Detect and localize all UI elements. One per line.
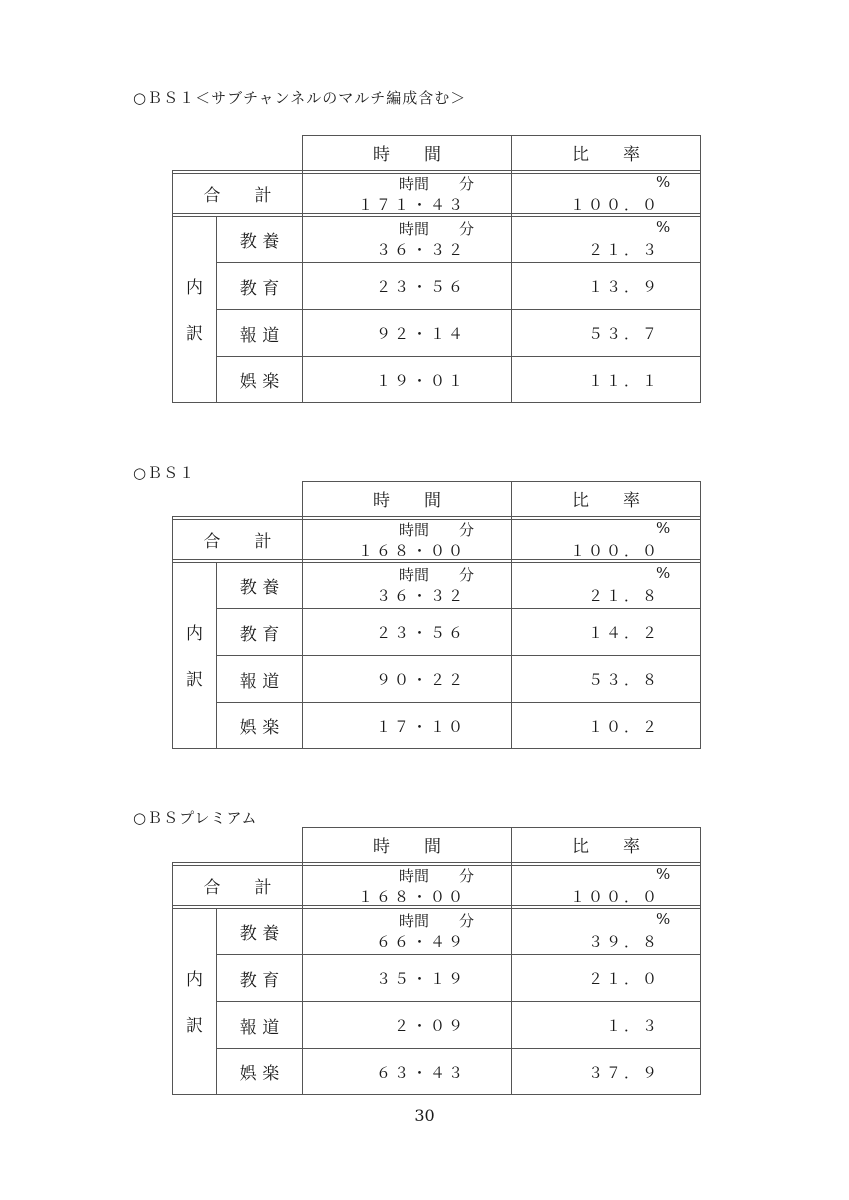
row-ratio-culture: ２１．８ [587,587,660,605]
row-label-news: 報 道 [239,671,280,692]
unit-time-label: 時間 分 [399,175,475,193]
row-unit-time: 時間 分 [399,566,475,584]
total-ratio-value: １００．０ [569,196,660,214]
column-header-ratio: 比 率 [572,837,640,857]
row-ratio-culture: ３９．８ [587,933,660,951]
total-time-value: １６８・００ [357,888,466,906]
row-time-education: ２３・５６ [375,278,466,296]
row-time-culture: ６６・４９ [375,933,466,951]
row-time-news: ９０・２２ [375,671,466,689]
row-label-news: 報 道 [239,1017,280,1038]
breakdown-label-bottom: 訳 [186,1015,203,1036]
row-ratio-news: ５３．７ [587,325,660,343]
row-ratio-education: １３．９ [587,278,660,296]
total-ratio-value: １００．０ [569,888,660,906]
breakdown-label-bottom: 訳 [186,669,203,690]
unit-percent-label: % [656,865,671,883]
column-header-ratio: 比 率 [572,491,640,511]
table-bs1 [172,481,701,749]
row-ratio-education: ２１．０ [587,970,660,988]
total-ratio-value: １００．０ [569,542,660,560]
row-time-entertainment: ６３・４３ [375,1064,466,1082]
column-header-time: 時 間 [373,837,441,857]
section-title-bs1-multi: ○ＢＳ１＜サブチャンネルのマルチ編成含む＞ [133,89,467,107]
unit-percent-label: % [656,173,671,191]
row-label-entertainment: 娯 楽 [239,372,280,392]
row-time-education: ３５・１９ [375,970,466,988]
row-time-news: ２・０９ [393,1017,466,1035]
table-bs1-multi [172,135,701,403]
row-ratio-entertainment: １１．１ [587,372,660,390]
row-label-culture: 教 養 [239,577,280,598]
row-ratio-entertainment: ３７．９ [587,1064,660,1082]
row-time-education: ２３・５６ [375,624,466,642]
row-label-education: 教 育 [239,624,280,645]
row-time-culture: ３６・３２ [375,241,466,259]
total-label: 合 計 [203,877,272,898]
table-bs-premium [172,827,701,1095]
total-time-value: １７１・４３ [357,196,466,214]
row-time-news: ９２・１４ [375,325,466,343]
row-time-culture: ３６・３２ [375,587,466,605]
breakdown-label-bottom: 訳 [186,323,203,344]
row-ratio-news: ５３．８ [587,671,660,689]
breakdown-label-top: 内 [186,277,203,298]
section-title-bs1: ○ＢＳ１ [133,464,196,482]
row-ratio-news: １．３ [605,1017,660,1035]
row-label-culture: 教 養 [239,231,280,252]
row-label-education: 教 育 [239,970,280,991]
row-label-entertainment: 娯 楽 [239,718,280,738]
total-label: 合 計 [203,185,272,206]
row-time-entertainment: １９・０１ [375,372,466,390]
total-time-value: １６８・００ [357,542,466,560]
unit-time-label: 時間 分 [399,867,475,885]
row-unit-percent: % [656,564,671,582]
total-label: 合 計 [203,531,272,552]
row-ratio-education: １４．２ [587,624,660,642]
unit-percent-label: % [656,519,671,537]
row-label-culture: 教 養 [239,923,280,944]
row-label-education: 教 育 [239,278,280,299]
row-ratio-entertainment: １０．２ [587,718,660,736]
row-ratio-culture: ２１．３ [587,241,660,259]
row-time-entertainment: １７・１０ [375,718,466,736]
row-unit-time: 時間 分 [399,220,475,238]
unit-time-label: 時間 分 [399,521,475,539]
page-number: 30 [414,1106,435,1125]
row-unit-percent: % [656,910,671,928]
column-header-time: 時 間 [373,145,441,165]
breakdown-label-top: 内 [186,623,203,644]
column-header-ratio: 比 率 [572,145,640,165]
row-label-news: 報 道 [239,325,280,346]
row-unit-percent: % [656,218,671,236]
row-unit-time: 時間 分 [399,912,475,930]
breakdown-label-top: 内 [186,969,203,990]
section-title-bs-premium: ○ＢＳプレミアム [133,809,258,827]
column-header-time: 時 間 [373,491,441,511]
row-label-entertainment: 娯 楽 [239,1064,280,1084]
